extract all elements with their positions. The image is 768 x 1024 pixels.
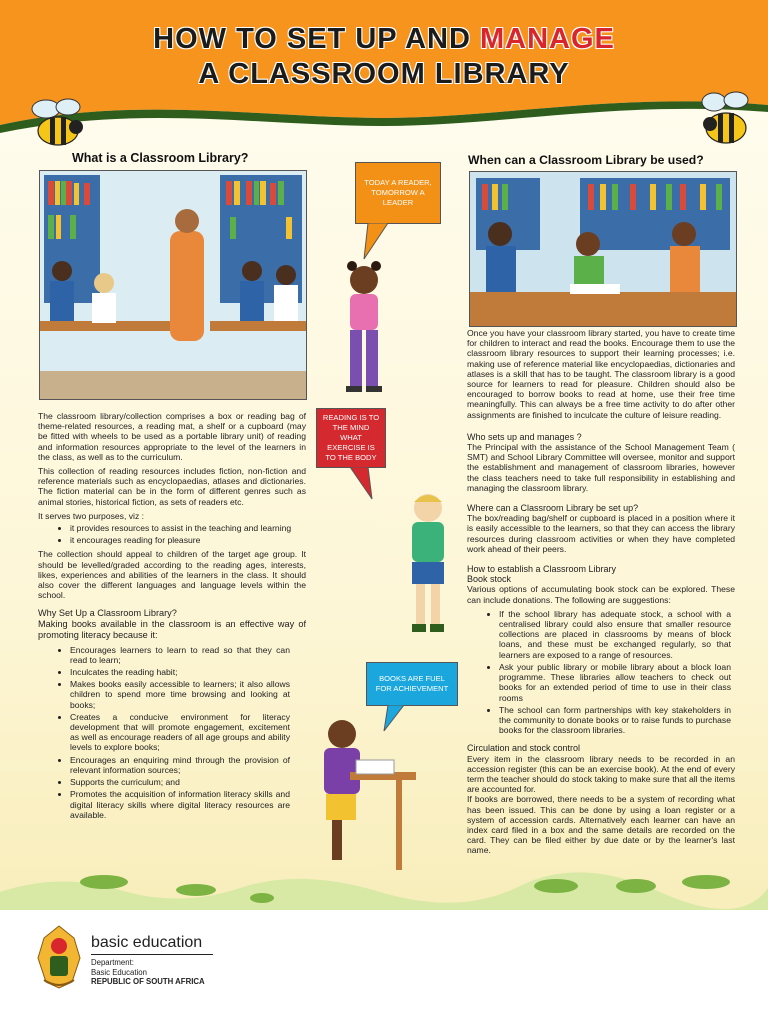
- why-item: • Creates a conducive environment for literacy development that will promote engagement, excitement as well as encourage readers of all age groups and ability levels to explore books;: [70, 712, 290, 753]
- stock-heading: Book stock: [467, 574, 512, 585]
- circ-heading: Circulation and stock control: [467, 743, 581, 754]
- department-block: [91, 958, 205, 987]
- why-item: • Encourages an enquiring mind through the provision of relevant information sources;: [70, 755, 290, 775]
- bubble-reading-mind: [316, 408, 386, 468]
- bubble-books-fuel: [366, 662, 458, 706]
- bubble-tail: [362, 223, 392, 263]
- collection-note: The collection should appeal to children of the target age group. It should be levelled/graded according to the reading ages, interests, likes, experiences and abilities of the learners in the class. It should also cover the different languages and language levels within the school.: [38, 549, 306, 601]
- why-item: • Supports the curriculum; and: [70, 777, 290, 787]
- boy-green-illustration: [398, 488, 458, 638]
- circ-paragraph-1: Every item in the classroom library needs to be recorded in an accession register (this can be an exercise book). At the end of every term the teacher should do stock taking to make sure that all the items are accounted for.: [467, 753, 735, 795]
- stock-list: [467, 609, 731, 735]
- title-line2: A CLASSROOM LIBRARY: [198, 58, 570, 90]
- who-heading: Who sets up and manages ?: [467, 431, 582, 442]
- intro-paragraph-2: This collection of reading resources includes fiction, non-fiction and reference materials such as encyclopaedias, atlases and dictionaries. The fiction material can be in the form of different genres such as animal stories, historical fiction, as sets of readers etc.: [38, 466, 306, 507]
- reading-illustration-right: [469, 171, 737, 327]
- who-paragraph: The Principal with the assistance of the School Management Team ( SMT) and School Library Committee will oversee, monitor and support the establishment and management of classroom libraries, however the class teachers need to take full responsibility in establishing and managing the classroom library.: [467, 442, 735, 493]
- bubble-text: READING IS TO THE MIND WHAT EXERCISE IS TO THE BODY: [322, 413, 380, 462]
- stock-item: • If the school library has adequate stock, a school with a centralised library could also ensure that smaller resource collections are placed in classrooms by means of block loans, and these must be exchanged regularly, so that learners are exposed to a range of resources.: [499, 609, 731, 660]
- how-heading: How to establish a Classroom Library: [467, 564, 617, 575]
- stock-item: • Ask your public library or mobile library about a block loan programme. These libraries allow teachers to check out books for an extended period of time to use in their class rooms: [499, 662, 731, 703]
- title-line1-plain: HOW TO SET UP AND: [153, 23, 480, 55]
- left-heading: What is a Classroom Library?: [72, 151, 249, 165]
- dept-line1: Department:: [91, 958, 134, 967]
- title-line1-accent: MANAGE: [479, 23, 615, 55]
- left-body: [38, 411, 306, 824]
- dept-line2: Basic Education: [91, 967, 147, 977]
- girl-writing-illustration: [296, 712, 420, 872]
- bee-left-icon: [22, 95, 92, 153]
- bee-right-icon: [694, 88, 760, 154]
- brand-name: basic education: [91, 934, 203, 951]
- where-paragraph: The box/reading bag/shelf or cupboard is placed in a position where it is easily accessible to the learners, so that they can access the library resources during classroom activities or when they have completed work ahead of their peers.: [467, 513, 735, 554]
- why-item: • Promotes the acquisition of information literacy skills and digital literacy skills where digital literacy resources are available.: [70, 789, 290, 820]
- purposes-list: [38, 523, 306, 545]
- right-body: [467, 328, 735, 860]
- why-item: • Encourages learners to learn to read so that they can read to learn;: [70, 645, 290, 665]
- right-heading: When can a Classroom Library be used?: [468, 153, 704, 167]
- why-item: • Makes books easily accessible to learners; it also allows children to spend more time browsing and looking at books;: [70, 679, 290, 710]
- why-heading: Why Set Up a Classroom Library?: [38, 608, 177, 619]
- purpose-item: • it encourages reading for pleasure: [70, 535, 306, 545]
- coat-of-arms-logo: [34, 924, 84, 990]
- bubble-text: TODAY A READER, TOMORROW A LEADER: [364, 178, 432, 207]
- brand-underline: [91, 954, 213, 955]
- poster-title: [0, 22, 768, 92]
- girl-pink-illustration: [334, 258, 394, 398]
- bubble-tail: [346, 467, 376, 503]
- why-intro: Making books available in the classroom is an effective way of promoting literacy because it:: [38, 618, 306, 640]
- intro-paragraph-1: The classroom library/collection comprises a box or reading bag of theme-related resources, a reading mat, a shelf or a cupboard (may be fitted with wheels to be used as a portable library unit) of reading and information resources appropriate to the level of the learners in the class, as well as to the curriculum.: [38, 411, 306, 462]
- intro-paragraph-3: It serves two purposes, viz :: [38, 510, 145, 521]
- when-paragraph: Once you have your classroom library started, you have to create time for children to interact and read the books. Encourage them to use the classroom library resources to support their learning processes; i.e. making use of reference material like encyclopaedias, dictionaries and atlases is a skill that has to be taught. The classroom library is a good source for learners to read for pleasure. Children should also be encouraged to borrow books to read at home, use their free time meaningfully. This can always be a free time activity to do after other assignments are finished to inculcate the culture of leisure reading.: [467, 328, 735, 420]
- library-illustration-left: [39, 170, 307, 400]
- bubble-text: BOOKS ARE FUEL FOR ACHIEVEMENT: [375, 674, 449, 693]
- why-list: [38, 645, 290, 820]
- dept-line3: REPUBLIC OF SOUTH AFRICA: [91, 977, 205, 986]
- why-item: • Inculcates the reading habit;: [70, 667, 290, 677]
- where-heading: Where can a Classroom Library be set up?: [467, 503, 639, 514]
- purpose-item: • it provides resources to assist in the teaching and learning: [70, 523, 306, 533]
- stock-item: • The school can form partnerships with key stakeholders in the community to donate books or to raise funds to purchase books for the classroom libraries.: [499, 705, 731, 736]
- stock-intro: Various options of accumulating book stock can be explored. These can include donations. The following are suggestions:: [467, 584, 735, 605]
- grass-decoration: [0, 852, 768, 912]
- circ-paragraph-2: If books are borrowed, there needs to be a system of recording what has been issued. This can be done by using a loan register or a system of accession cards. Alternatively each learner can have an index card filed in a box and the same details are recorded on the card. They can be filed either by due date or by the learner's last name.: [467, 794, 735, 856]
- bubble-today-a-reader: [355, 162, 441, 224]
